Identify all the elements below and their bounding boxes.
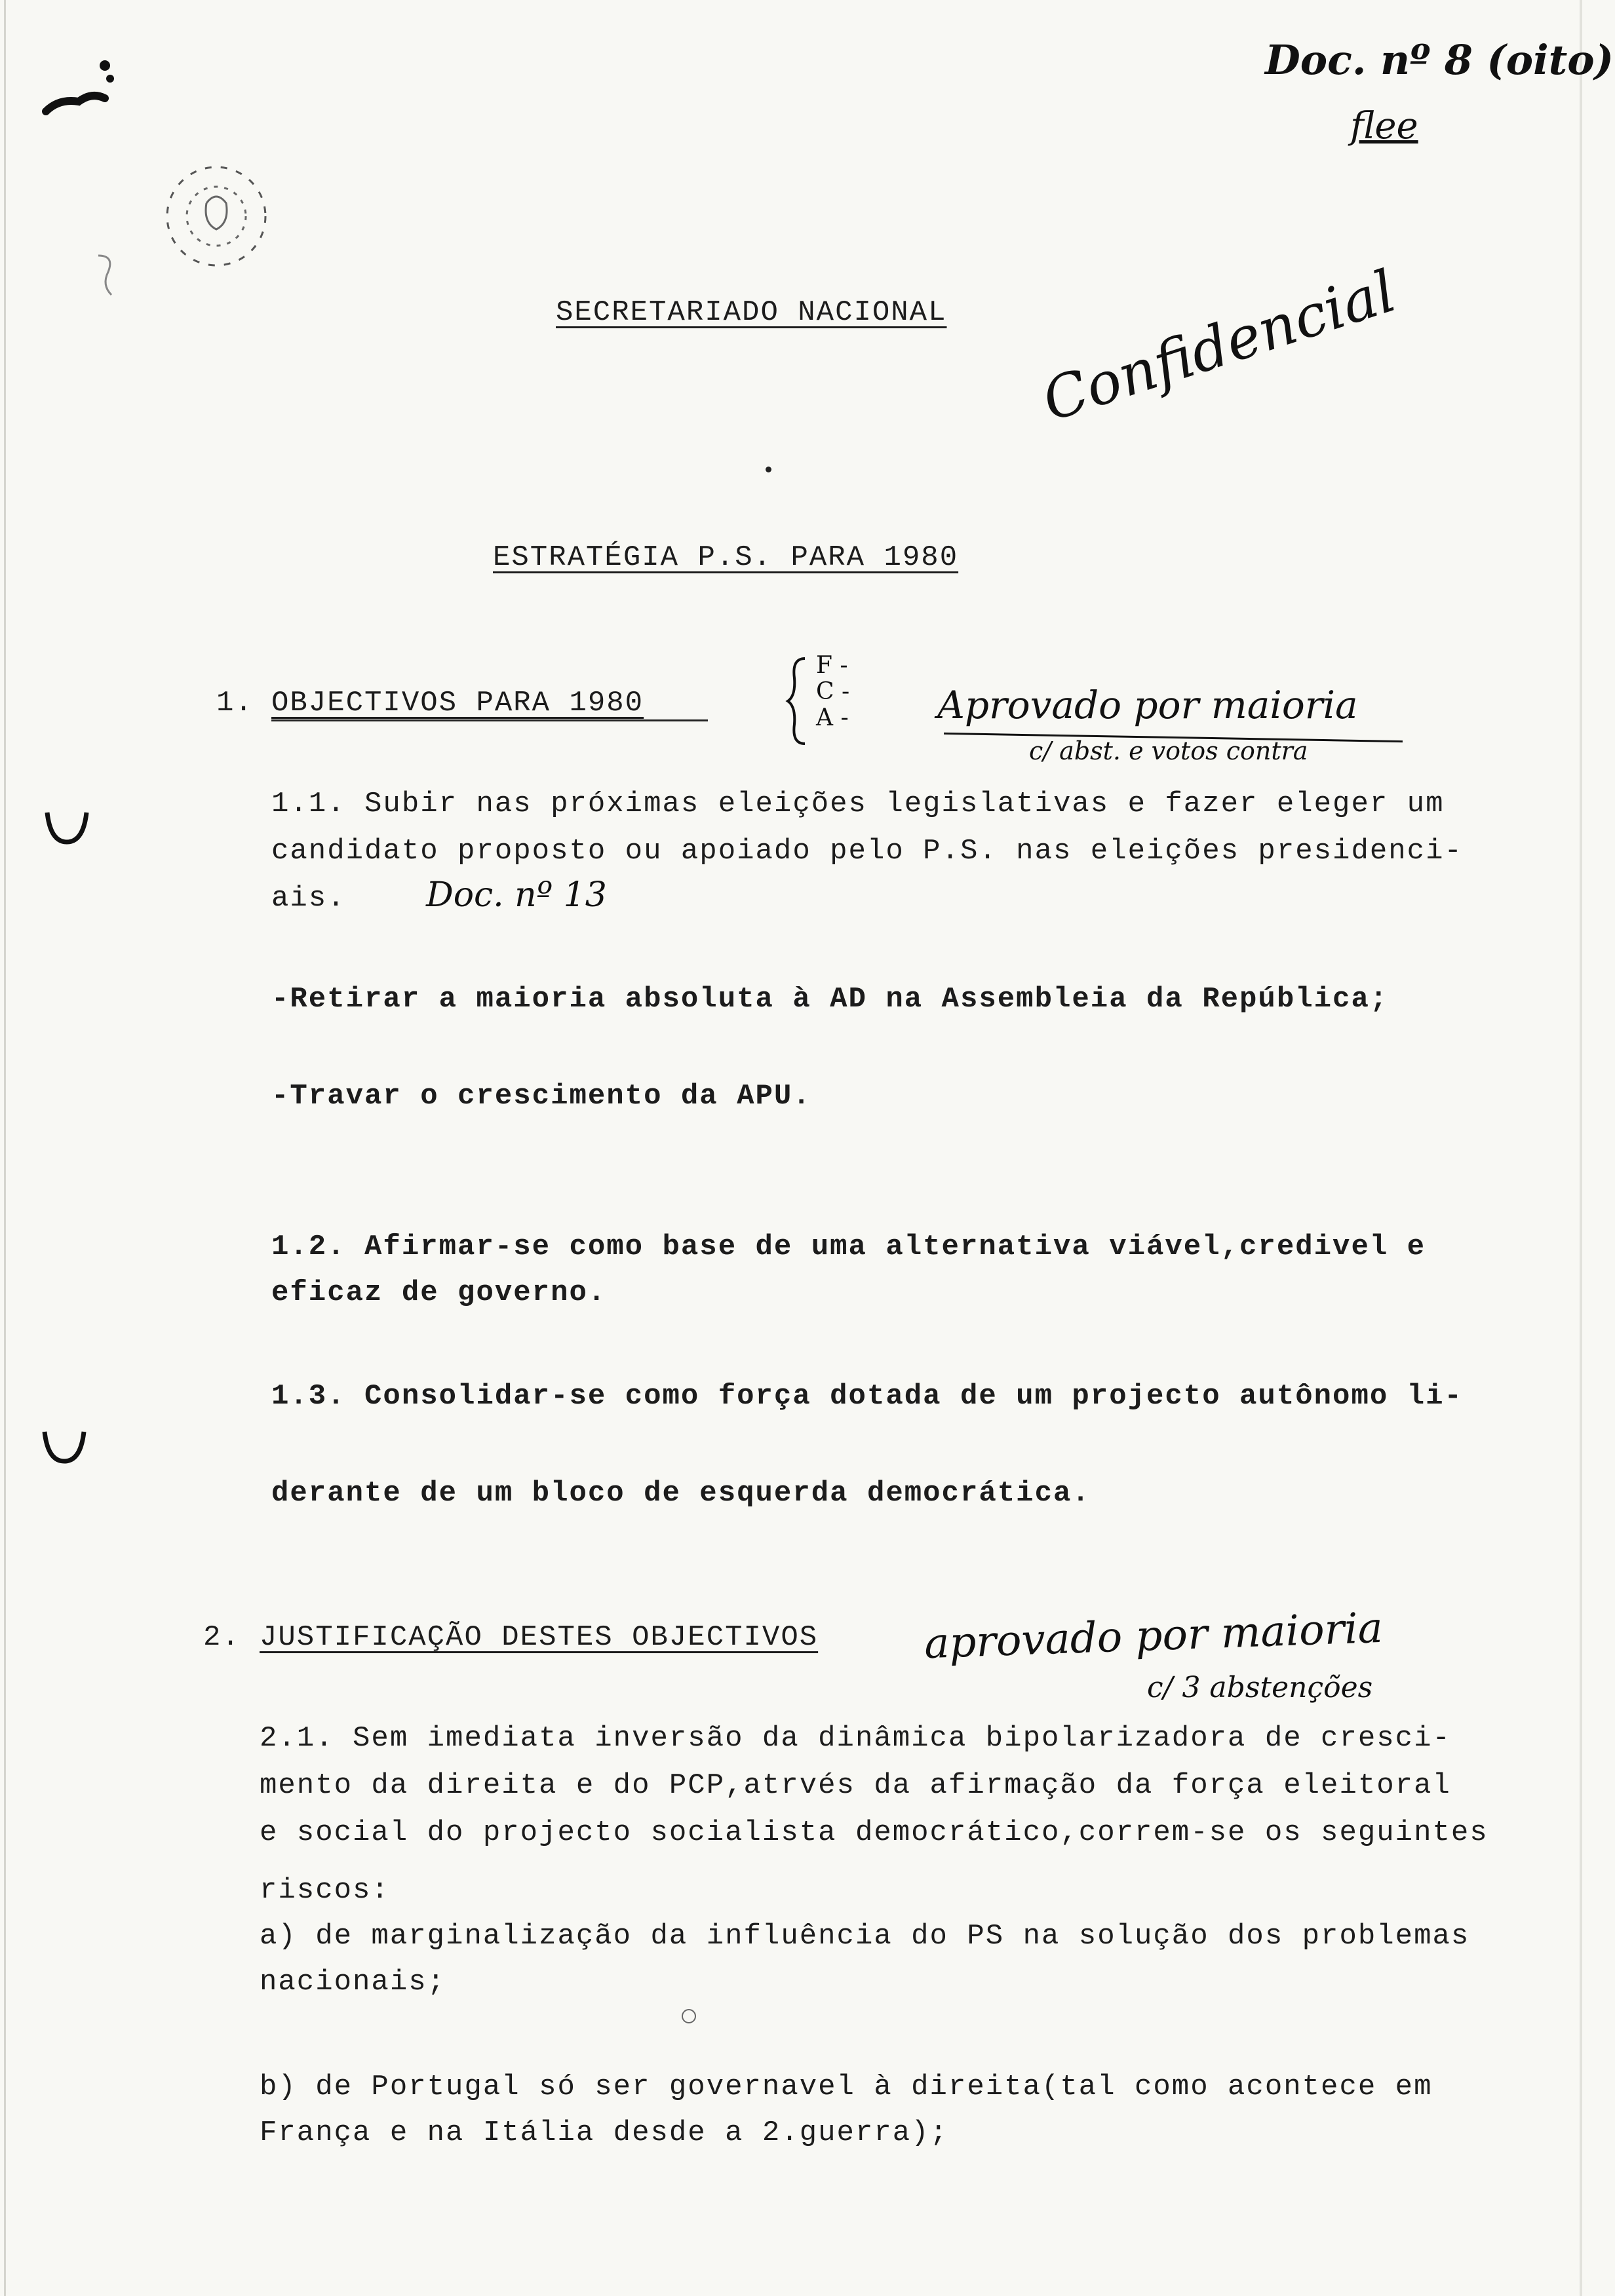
- page-right-edge: [1580, 0, 1582, 2296]
- hole-punch-mark: [38, 1425, 90, 1471]
- doc-number-annotation: Doc. nº 8 (oito): [1265, 36, 1614, 84]
- page-left-edge: [4, 0, 6, 2296]
- vote-brace-labels: [816, 653, 849, 731]
- section2-number: 2.: [203, 1621, 241, 1654]
- section1-number: 1.: [216, 687, 254, 719]
- section1-approval-note: Aprovado por maioria: [937, 683, 1358, 727]
- p1-1-line1: 1.1. Subir nas próximas eleições legislativas e fazer eleger um: [271, 788, 1445, 820]
- p2-1-line3: e social do projecto socialista democrático,correm-se os seguintes: [260, 1816, 1489, 1849]
- risk-b-line2: França e na Itália desde a 2.guerra);: [260, 2116, 948, 2149]
- section2-approval-note: aprovado por maioria: [923, 1603, 1384, 1669]
- brace-icon: [785, 655, 811, 747]
- p1-3-line2: derante de um bloco de esquerda democrática.: [271, 1477, 1091, 1510]
- vote-label-for: F -: [816, 652, 848, 679]
- p2-1-line2: mento da direita e do PCP,atrvés da afirmação da força eleitoral: [260, 1769, 1451, 1802]
- section2-heading: JUSTIFICAÇÃO DESTES OBJECTIVOS: [260, 1621, 819, 1654]
- p1-2-line2: eficaz de governo.: [271, 1276, 607, 1309]
- ink-dot: [766, 467, 771, 472]
- p1-1-line3: ais.: [271, 882, 346, 915]
- risk-a-line1: a) de marginalização da influência do PS na solução dos problemas: [260, 1920, 1470, 1953]
- page-title: ESTRATÉGIA P.S. PARA 1980: [493, 541, 959, 574]
- signature-annotation: Confidencial: [1034, 257, 1404, 434]
- vote-label-contra: C -: [816, 678, 850, 705]
- vote-label-abst: A -: [816, 704, 849, 731]
- p1-1-doc-note: Doc. nº 13: [426, 875, 607, 915]
- pencil-mark-icon: [85, 242, 125, 301]
- section1-heading: OBJECTIVOS PARA 1980: [271, 687, 644, 719]
- p2-1-line4: riscos:: [260, 1874, 390, 1907]
- seal-stamp-icon: [144, 151, 288, 282]
- small-circle-mark: [682, 2009, 696, 2023]
- bullet-travar-apu: -Travar o crescimento da APU.: [271, 1080, 811, 1113]
- p1-3-line1: 1.3. Consolidar-se como força dotada de um projecto autônomo li-: [271, 1380, 1463, 1413]
- doc-initials-annotation: flee: [1350, 105, 1418, 147]
- p1-2-line1: 1.2. Afirmar-se como base de uma alternativa viável,credivel e: [271, 1231, 1426, 1263]
- risk-b-line1: b) de Portugal só ser governavel à direita(tal como acontece em: [260, 2071, 1433, 2103]
- risk-a-line2: nacionais;: [260, 1966, 446, 1999]
- hole-punch-mark: [41, 806, 93, 852]
- section1-heading-rule: [271, 719, 708, 721]
- secretariado-heading: SECRETARIADO NACIONAL: [556, 296, 947, 329]
- p2-1-line1: 2.1. Sem imediata inversão da dinâmica bipolarizadora de cresci-: [260, 1722, 1451, 1755]
- section1-approval-note-2: c/ abst. e votos contra: [1029, 737, 1308, 765]
- p1-1-line2: candidato proposto ou apoiado pelo P.S. nas eleições presidenci-: [271, 835, 1463, 868]
- bullet-retirar-maioria: -Retirar a maioria absoluta à AD na Assembleia da República;: [271, 983, 1389, 1016]
- section2-approval-note-2: c/ 3 abstenções: [1147, 1671, 1373, 1704]
- ink-smudge-icon: [33, 39, 138, 144]
